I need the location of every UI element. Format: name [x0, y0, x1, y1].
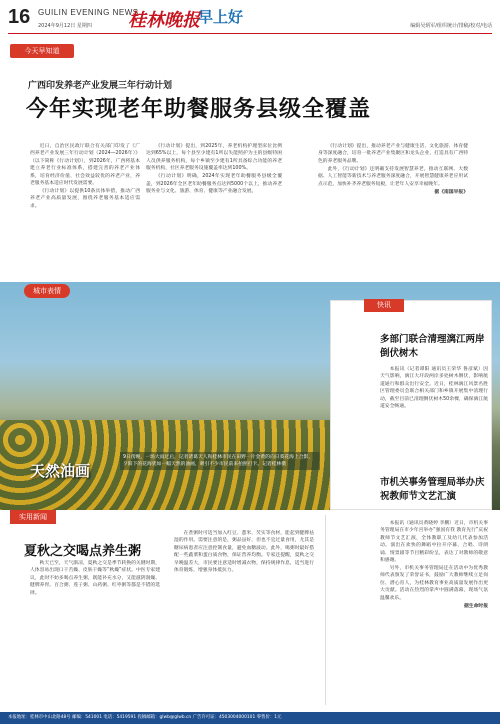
paragraph: 《行动计划》以提供10条具体举措，推动广西养老产业高质量发展，围绕养老服务基本适应需求。	[30, 189, 140, 209]
editor-info: 编辑吴炳军/组织统计/排稿/校对/电话	[410, 23, 492, 29]
header-divider	[8, 33, 492, 34]
flash-body-2	[380, 520, 488, 708]
lead-byline: 据《南国早报》	[434, 189, 468, 195]
life-headline: 夏秋之交喝点养生粥	[24, 544, 142, 559]
section-tag: 今天早知道	[10, 44, 74, 58]
footer-bar: 本报地址：桂林市中山北路48号 邮编：541001 电话：5419591 投稿邮箱：glwb@glwb.cn 广告许可证：4503004000101 零售价：1元	[0, 712, 500, 724]
paragraph: 《行动计划》提出，到2025年，养老机构护理型床位比例达到65%以上，每个县至少建有1所以失能照护为主的县级特困人员供养服务机构，每个乡镇至少建有1所具备综合功能的养老服务机构，社区养老服务设施覆盖率达到100%。	[146, 144, 282, 172]
photo-caption: 9日傍晚，一场大雨过后，记者诸葛天人和桂林市民在田野一片金黄的向日葵花海上合影，夕阳下的花海犹如一幅天然的油画，吸引不少市民前来拍照打卡。记者桂林摄	[120, 452, 320, 470]
lead-column-3	[318, 143, 468, 275]
column-divider	[325, 515, 326, 705]
lead-column-1	[30, 143, 140, 275]
lead-subhead: 广西印发养老产业发展三年行动计划	[28, 81, 173, 91]
paragraph: 近日，自治区民政厅联合有关部门印发了《广西养老产业发展三年行动计划（2024—2026年）》（以下简称《行动计划》），到2026年，广西将基本建立养老行业标准体系，搭建完善的养老产业体系，培育经济价值、社会效益较优的养老产业，养老服务基本适应时代发展需要。	[30, 144, 140, 187]
photo-section-tag: 城市表情	[24, 284, 70, 298]
newspaper-logo: 桂林晚报	[128, 10, 200, 31]
flash-tag: 快讯	[364, 299, 404, 312]
paragraph: 秋天已至，天气渐凉，夏秋之交是季节转换的关键时期，人体容易出现口干舌燥、皮肤干燥等“秋燥”症状。中医专家建议，此时不妨多喝点养生粥，既能补充水分，又能滋阴润燥、健脾养胃。百合粥、莲子粥、山药粥、红枣粥等都是不错的选择。	[30, 561, 160, 596]
paragraph: 此外，《行动计划》还明确支持发展智慧养老，推动互联网、大数据、人工智能等新技术与养老服务深度融合，开展智慧健康养老应用试点示范，加快补齐养老服务短板，让老年人安享幸福晚年。	[318, 166, 468, 187]
lead-column-2	[146, 143, 282, 275]
paragraph: 本报讯（通讯员黄晓婷 李鹏）近日，市机关事务管理局在市少年宫举办“强国有我 教育先行”庆祝教师节文艺汇演，全体教职工及幼儿代表参加活动。演出在欢快的舞蹈中拉开序幕，合唱、诗朗诵、情景剧等节目精彩纷呈，表达了对教师的敬意和感谢。	[380, 521, 488, 564]
issue-date: 2024年9月12日 星期四	[38, 23, 92, 29]
life-column-1	[30, 560, 160, 708]
paragraph: 在煮粥时可适当加入红豆、薏米、芡实等食材，能起到健脾祛湿的作用。需要注意的是，粥品虽好，但也不宜过量食用，尤其是糖尿病患者应注意控制食量，避免血糖波动。此外，喝粥时最好搭配一些蔬菜和蛋白质食物，保证营养均衡。专家还提醒，夏秋之交早晚温差大，市民要注意适时增减衣物，保持规律作息，适当进行体育锻炼，增强身体抵抗力。	[174, 531, 314, 574]
life-section-tag: 实用新闻	[10, 510, 56, 524]
flash-headline-2: 市机关事务管理局举办庆祝教师节文艺汇演	[380, 477, 485, 502]
flash-headline-1: 多部门联合清理漓江两岸倒伏树木	[380, 334, 485, 359]
page-number: 16	[8, 6, 31, 28]
paragraph: 另外，市机关事务管理局还在活动中为优秀教师代表颁发了荣誉证书，鼓励广大教师继续立足岗位、潜心育人，为桂林教育事业高质量发展作出更大贡献。活动在热烈的掌声中圆满落幕，现场气氛温馨欢乐。	[380, 566, 488, 601]
section-logo: 早上好	[198, 8, 244, 26]
masthead-english: GUILIN EVENING NEWS	[38, 8, 139, 17]
flash-body-1	[380, 366, 488, 472]
photo-title: 天然油画	[30, 462, 91, 480]
paragraph: 《行动计划》明确，2024年实现老年助餐服务县级全覆盖，到2026年全区老年助餐服务点达到5000个以上，推动养老服务业与文化、旅游、体育、健康等产业融合发展。	[146, 174, 282, 195]
lead-headline: 今年实现老年助餐服务县级全覆盖	[26, 96, 372, 122]
life-column-2	[174, 530, 314, 708]
life-byline: 据生命时报	[464, 603, 488, 609]
paragraph: 《行动计划》提出，推动养老产业与健康生活、文化旅游、体育健身等深度融合，培育一批养老产业集聚区和龙头企业，打造具有广西特色的养老服务品牌。	[318, 144, 468, 164]
paragraph: 本报讯（记者谭阳 通讯员王荣华 鲁彦斌）因天气影响，漓江大圩段两岸多处树木倒伏，影响航道通行和群众出行安全。近日，桂林漓江风景名胜区管理委员会联合相关部门和乡镇开展集中清理行动，截至目前已清理倒伏树木50余棵，确保漓江航道安全畅通。	[380, 367, 488, 410]
